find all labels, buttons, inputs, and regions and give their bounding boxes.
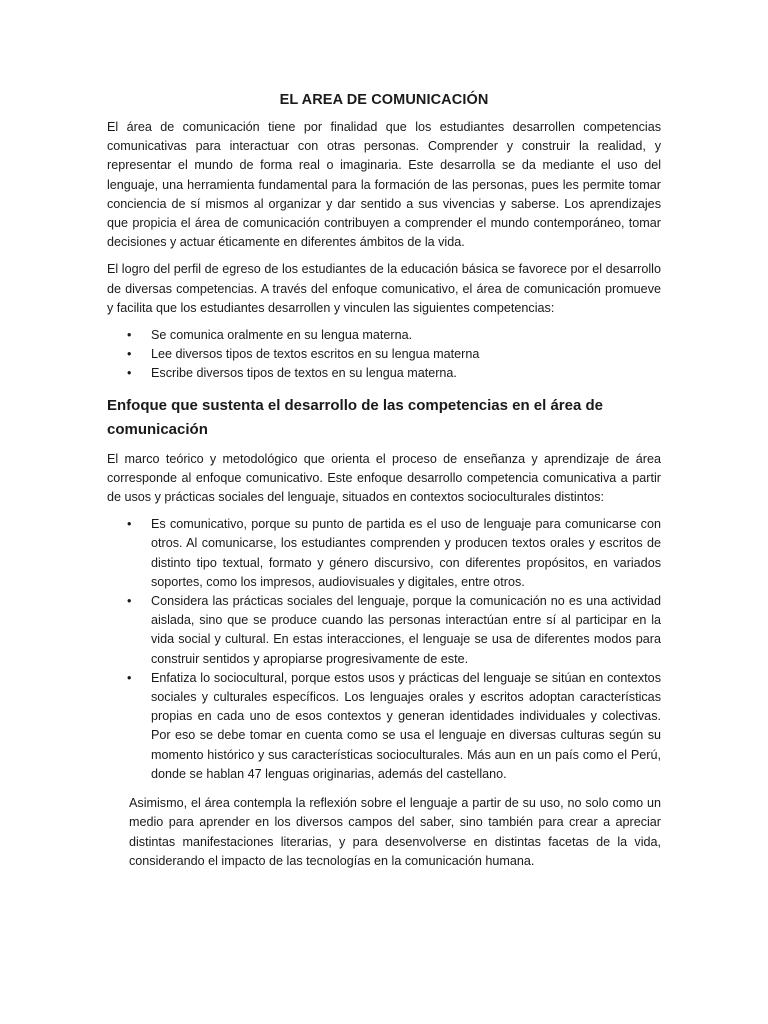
section-heading: Enfoque que sustenta el desarrollo de las competencias en el área de comunicación xyxy=(107,396,604,438)
competencies-list xyxy=(107,326,661,384)
bullet-icon: • xyxy=(127,670,132,685)
bullet-icon: • xyxy=(127,328,132,343)
list-item xyxy=(107,592,661,669)
list-item-text: Es comunicativo, porque su punto de partida es el uso de lenguaje para comunicarse con otros. Al comunicarse, los estudiantes comprenden y producen textos orales y escritos de distinto tipo textual, formato y género discursivo, con diferentes propósitos, en variados soportes, como los impresos, audiovisuales y digitales, entre otros. xyxy=(151,517,661,589)
list-item xyxy=(107,326,661,345)
list-item xyxy=(107,669,661,784)
list-item-text: Escribe diversos tipos de textos en su lengua materna. xyxy=(151,366,457,381)
intro-paragraph: El área de comunicación tiene por finalidad que los estudiantes desarrollen competencias comunicativas para interactuar con otras personas. Comprender y construir la realidad, y representar el mundo de forma real o imaginaria. Este desarrolla se da mediante el uso del lenguaje, una herramienta fundamental para la formación de las personas, pues les permite tomar conciencia de sí mismos al organizar y dar sentido a sus vivencias y saberse. Los aprendizajes que propicia el área de comunicación contribuyen a comprender el mundo contemporáneo, tomar decisiones y actuar éticamente en diferentes ámbitos de la vida. xyxy=(107,120,661,250)
list-item-text: Lee diversos tipos de textos escritos en su lengua materna xyxy=(151,347,480,362)
bullet-icon: • xyxy=(127,517,132,532)
list-item xyxy=(107,364,661,383)
list-item xyxy=(107,515,661,592)
bullet-icon: • xyxy=(127,347,132,362)
bullet-icon: • xyxy=(127,366,132,381)
reflection-paragraph: Asimismo, el área contempla la reflexión sobre el lenguaje a partir de su uso, no solo como un medio para aprender en los diversos campos del saber, sino también para crear a apreciar distintas manifestaciones literarias, y para desenvolverse en distintas facetas de la vida, considerando el impacto de las tecnologías en la comunicación humana. xyxy=(129,796,661,868)
list-item-text: Enfatiza lo sociocultural, porque estos usos y prácticas del lenguaje se sitúan en contextos sociales y culturales específicos. Los lenguajes orales y escritos adoptan características propias en cada uno de esos contextos y generan identidades individuales y colectivas. Por eso se debe tomar en cuenta como se usa el lenguaje en diversas culturas según su momento histórico y sus características socioculturales. Más aun en un país como el Perú, donde se hablan 47 lenguas originarias, además del castellano. xyxy=(151,670,661,781)
framework-paragraph: El marco teórico y metodológico que orienta el proceso de enseñanza y aprendizaje de área corresponde al enfoque comunicativo. Este enfoque desarrollo competencia comunicativa a partir de usos y prácticas sociales del lenguaje, situados en contextos socioculturales distintos: xyxy=(107,451,661,505)
list-item xyxy=(107,345,661,364)
approach-list xyxy=(107,515,661,784)
bullet-icon: • xyxy=(127,594,132,609)
document-title: EL AREA DE COMUNICACIÓN xyxy=(279,92,489,108)
list-item-text: Se comunica oralmente en su lengua materna. xyxy=(151,328,413,343)
list-item-text: Considera las prácticas sociales del lenguaje, porque la comunicación no es una actividad aislada, sino que se produce cuando las personas interactúan entre sí al participar en la vida social y cultural. En estas interacciones, el lenguaje se usa de diferentes modos para construir sentidos y apropiarse progresivamente de este. xyxy=(151,594,661,666)
profile-paragraph: El logro del perfil de egreso de los estudiantes de la educación básica se favorece por el desarrollo de diversas competencias. A través del enfoque comunicativo, el área de comunicación promueve y facilita que los estudiantes desarrollen y vinculen las siguientes competencias: xyxy=(107,262,661,315)
